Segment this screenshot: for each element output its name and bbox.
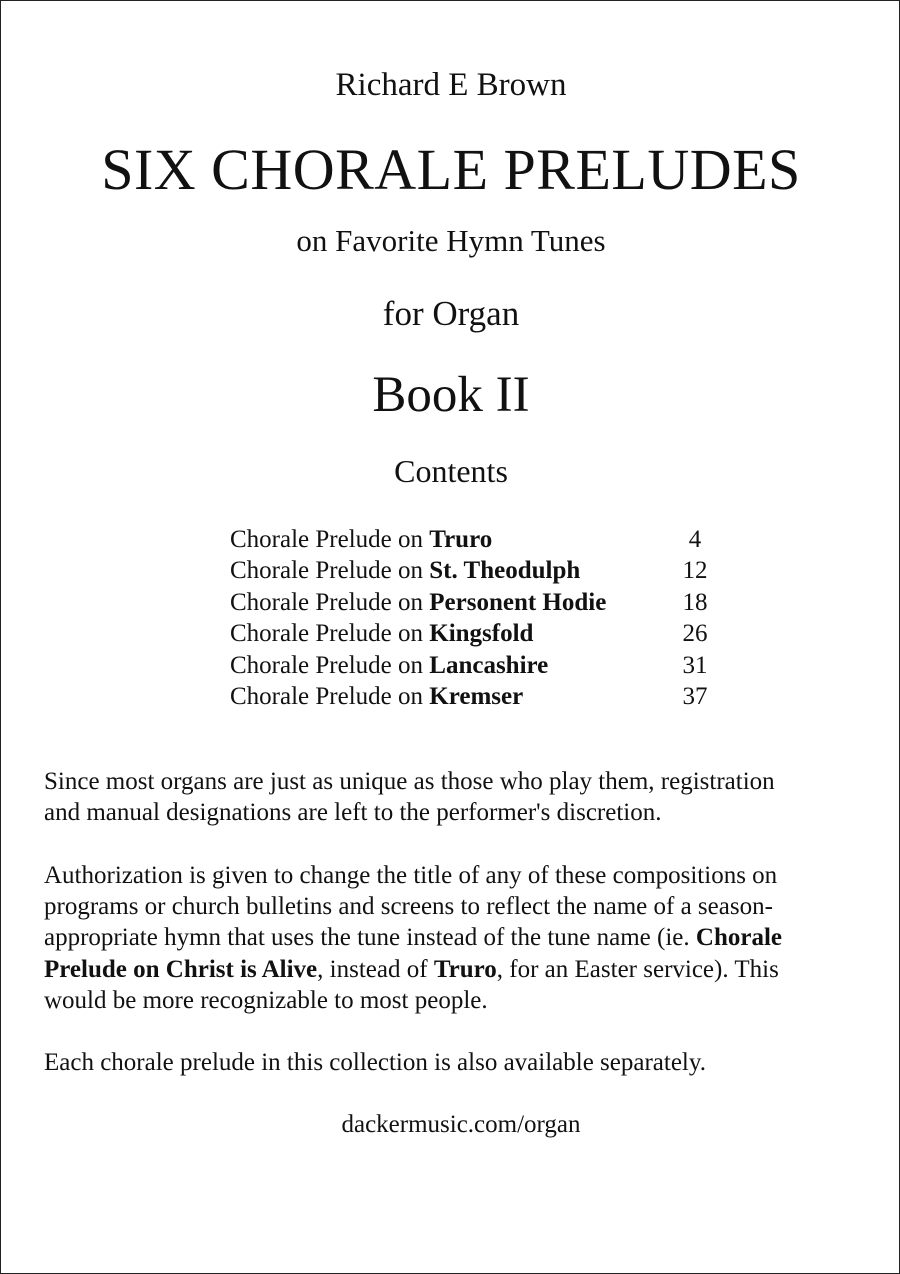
registration-note-line: Since most organs are just as unique as those who play them, registration <box>44 768 775 795</box>
toc-entry <box>230 650 730 681</box>
table-of-contents <box>230 524 730 712</box>
toc-entry-page: 37 <box>682 682 708 710</box>
toc-entry-tune: Lancashire <box>429 651 549 679</box>
toc-entry-page: 31 <box>682 651 708 679</box>
toc-entry <box>230 587 730 618</box>
authorization-note-line: programs or church bulletins and screens to reflect the name of a season- <box>44 893 773 921</box>
authorization-text: , instead of <box>317 955 434 983</box>
toc-entry-prefix: Chorale Prelude on <box>230 682 430 710</box>
toc-entry <box>230 555 730 586</box>
website-url: dackermusic.com/organ <box>341 1111 581 1138</box>
authorization-note <box>44 860 864 1016</box>
toc-entry-tune: Truro <box>429 526 493 553</box>
authorization-note-line <box>44 922 864 953</box>
example-title-bold: Chorale <box>695 924 782 952</box>
toc-entry <box>230 524 730 555</box>
authorization-text: appropriate hymn that uses the tune instead of the tune name (ie. <box>44 924 696 952</box>
toc-entry-prefix: Chorale Prelude on <box>230 526 430 553</box>
toc-entry-tune: Personent Hodie <box>429 588 607 616</box>
toc-entry-prefix: Chorale Prelude on <box>230 588 430 616</box>
composer-name: Richard E Brown <box>335 67 567 103</box>
toc-entry-prefix: Chorale Prelude on <box>230 620 430 648</box>
page-title: SIX CHORALE PRELUDES <box>101 137 801 202</box>
toc-entry-tune: Kingsfold <box>429 620 534 648</box>
toc-entry-tune: Kremser <box>429 682 524 710</box>
registration-note-line: and manual designations are left to the performer's discretion. <box>44 799 662 827</box>
registration-note <box>44 766 864 828</box>
book-number: Book II <box>372 367 530 423</box>
toc-entry <box>230 681 730 712</box>
availability-note: Each chorale prelude in this collection is also available separately. <box>44 1049 706 1076</box>
toc-entry-prefix: Chorale Prelude on <box>230 651 430 679</box>
toc-entry-page: 26 <box>682 620 708 648</box>
contents-heading: Contents <box>394 453 508 489</box>
authorization-text: , for an Easter service). This <box>496 955 779 983</box>
authorization-note-line: Authorization is given to change the title of any of these compositions on <box>44 862 778 889</box>
toc-entry-page: 4 <box>688 526 702 553</box>
instrument-line: for Organ <box>382 294 520 333</box>
toc-entry-page: 18 <box>682 588 708 616</box>
authorization-note-line: would be more recognizable to most people. <box>44 986 488 1014</box>
toc-entry-tune: St. Theodulph <box>429 557 581 585</box>
toc-entry-prefix: Chorale Prelude on <box>230 557 430 585</box>
authorization-note-line <box>44 954 864 985</box>
toc-entry-page: 12 <box>682 557 708 585</box>
subtitle: on Favorite Hymn Tunes <box>296 223 606 258</box>
tune-name-bold: Truro <box>433 955 497 983</box>
example-title-bold: Prelude on Christ is Alive <box>44 955 318 983</box>
toc-entry <box>230 618 730 649</box>
